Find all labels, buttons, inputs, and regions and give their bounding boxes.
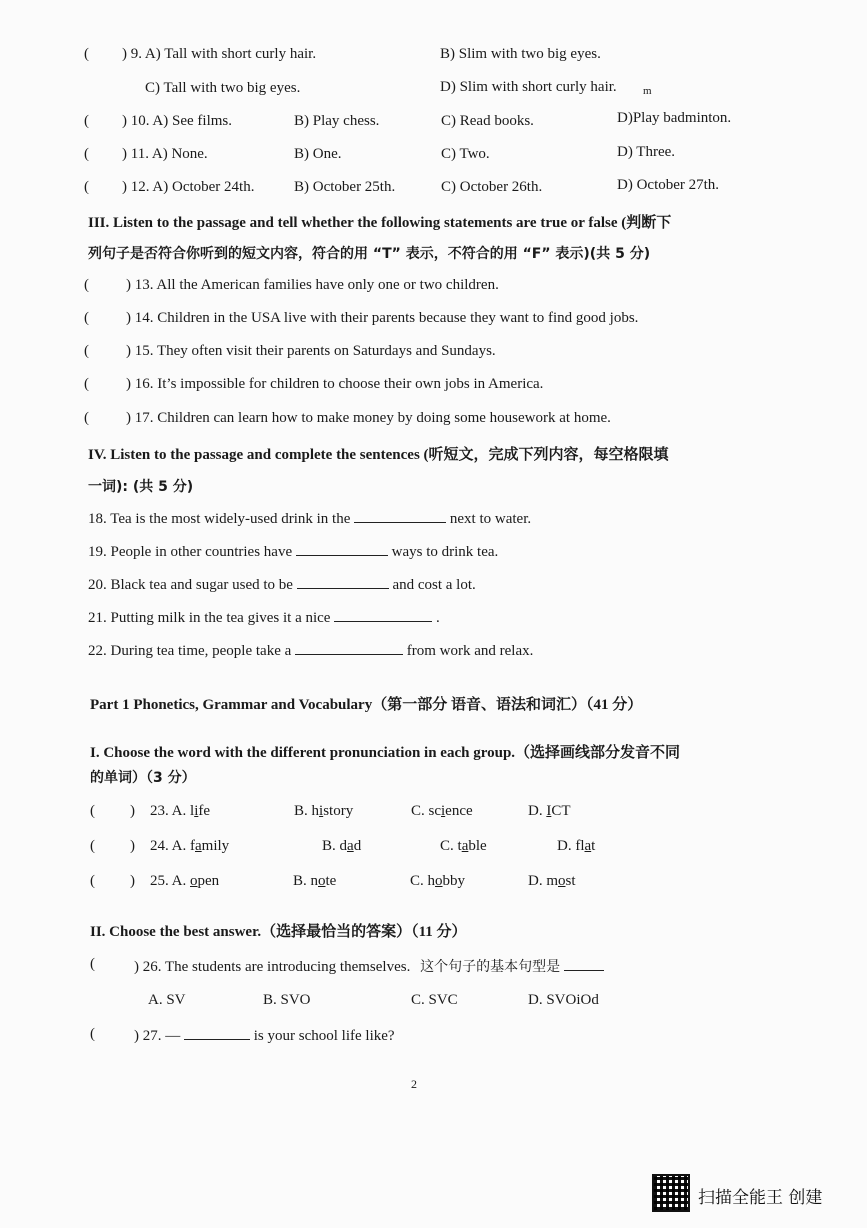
statement-15: ) 15. They often visit their parents on Saturdays and Sundays. [126, 343, 496, 359]
part-1-section-1-heading: I. Choose the word with the different pronunciation in each group.（选择画线部分发音不同 [90, 745, 681, 761]
statement-17: ) 17. Children can learn how to make money by doing some housework at home. [126, 410, 611, 426]
q10-option-b: B) Play chess. [294, 113, 380, 129]
q23-option-b: B. history [294, 803, 354, 819]
sentence-18: 18. Tea is the most widely-used drink in the next to water. [88, 511, 532, 527]
q24-option-b: B. dad [322, 838, 362, 854]
answer-blank[interactable] [354, 509, 446, 523]
answer-paren: ( [90, 838, 95, 854]
answer-paren: ( [84, 113, 89, 129]
question-26: ) 26. The students are introducing themselves. 这个句子的基本句型是 [134, 956, 604, 976]
sentence-20: 20. Black tea and sugar used to be and cost a lot. [88, 577, 476, 593]
answer-paren-close: ) [130, 838, 135, 854]
answer-blank[interactable] [295, 641, 403, 655]
q12-option-d: D) October 27th. [617, 177, 720, 193]
q12-option-c: C) October 26th. [441, 179, 543, 195]
answer-blank[interactable] [184, 1026, 250, 1040]
answer-blank[interactable] [296, 542, 388, 556]
q11-option-d: D) Three. [617, 144, 676, 160]
answer-paren: ( [84, 46, 89, 62]
q24-option-c: C. table [440, 838, 487, 854]
answer-blank[interactable] [297, 575, 389, 589]
statement-16: ) 16. It’s impossible for children to choose their own jobs in America. [126, 376, 544, 392]
part-1-section-1-heading-cont: 的单词）（3 分） [90, 770, 196, 786]
q23-option-c: C. science [411, 803, 473, 819]
page-number: 2 [411, 1077, 417, 1091]
q11-option-c: C) Two. [441, 146, 490, 162]
scanner-watermark: 扫描全能王 创建 [698, 1188, 823, 1208]
q9-option-c: C) Tall with two big eyes. [145, 80, 301, 96]
q25-option-c: C. hobby [410, 873, 466, 889]
question-27: ) 27. — is your school life like? [134, 1028, 395, 1044]
answer-paren: ( [90, 956, 95, 972]
section-3-heading: III. Listen to the passage and tell whether the following statements are true or false (判断下 [88, 215, 672, 231]
q12-option-a: ) 12. A) October 24th. [122, 179, 255, 195]
answer-blank[interactable] [334, 608, 432, 622]
q12-option-b: B) October 25th. [294, 179, 396, 195]
answer-paren: ( [84, 343, 89, 359]
q9-option-a: ) 9. A) Tall with short curly hair. [122, 46, 317, 62]
answer-paren: ( [84, 179, 89, 195]
section-4-heading-cont: 一词): (共 5 分) [88, 479, 194, 495]
answer-paren: ( [84, 146, 89, 162]
q24-option-d: D. flat [557, 838, 596, 854]
answer-paren: ( [84, 410, 89, 426]
statement-13: ) 13. All the American families have only one or two children. [126, 277, 499, 293]
q26-option-d: D. SVOiOd [528, 992, 599, 1008]
section-3-heading-cont: 列句子是否符合你听到的短文内容，符合的用 “T” 表示，不符合的用 “F” 表示)(共 5 分) [88, 246, 651, 262]
answer-paren: ( [90, 803, 95, 819]
stray-mark: m [643, 85, 652, 97]
q10-option-c: C) Read books. [441, 113, 534, 129]
section-4-heading: IV. Listen to the passage and complete the sentences (听短文，完成下列内容，每空格限填 [88, 447, 669, 463]
part-1-section-2-heading: II. Choose the best answer.（选择最恰当的答案）（11 分） [90, 924, 467, 940]
answer-paren-close: ) [130, 803, 135, 819]
qr-code-icon [652, 1174, 690, 1212]
q26-option-a: A. SV [148, 992, 186, 1008]
q11-option-a: ) 11. A) None. [122, 146, 208, 162]
q23-option-d: D. ICT [528, 803, 571, 819]
answer-blank[interactable] [564, 957, 604, 971]
q11-option-b: B) One. [294, 146, 342, 162]
part-1-heading: Part 1 Phonetics, Grammar and Vocabulary（第一部分 语音、语法和词汇）（41 分） [90, 697, 643, 713]
q25-option-b: B. note [293, 873, 337, 889]
q25-option-d: D. most [528, 873, 576, 889]
q26-option-c: C. SVC [411, 992, 458, 1008]
sentence-22: 22. During tea time, people take a from work and relax. [88, 643, 534, 659]
answer-paren: ( [84, 376, 89, 392]
answer-paren: ( [90, 1026, 95, 1042]
answer-paren: ( [84, 277, 89, 293]
sentence-21: 21. Putting milk in the tea gives it a nice . [88, 610, 440, 626]
q24-option-a: 24. A. family [150, 838, 230, 854]
q9-option-d: D) Slim with short curly hair. [440, 79, 617, 95]
answer-paren: ( [90, 873, 95, 889]
q26-option-b: B. SVO [263, 992, 311, 1008]
q23-option-a: 23. A. life [150, 803, 211, 819]
q10-option-d: D)Play badminton. [617, 110, 732, 126]
q25-option-a: 25. A. open [150, 873, 220, 889]
q9-option-b: B) Slim with two big eyes. [440, 46, 601, 62]
answer-paren: ( [84, 310, 89, 326]
sentence-19: 19. People in other countries have ways to drink tea. [88, 544, 499, 560]
q10-option-a: ) 10. A) See films. [122, 113, 232, 129]
statement-14: ) 14. Children in the USA live with their parents because they want to find good jobs. [126, 310, 639, 326]
answer-paren-close: ) [130, 873, 135, 889]
